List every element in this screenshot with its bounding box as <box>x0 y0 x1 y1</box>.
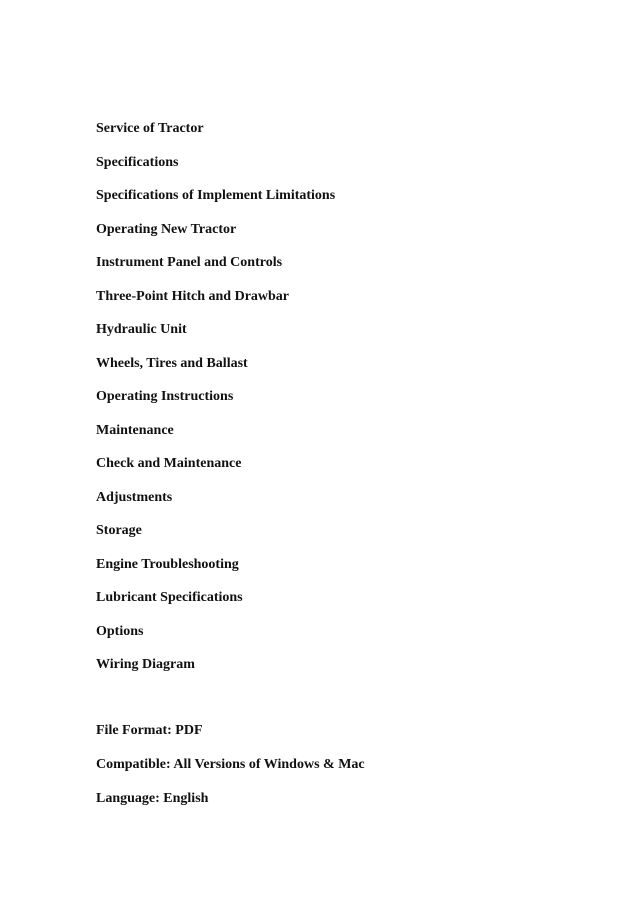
contents-item: Operating New Tractor <box>96 221 237 237</box>
contents-item: Specifications of Implement Limitations <box>96 188 336 203</box>
contents-item: Service of Tractor <box>96 121 204 136</box>
contents-item: Maintenance <box>96 422 174 438</box>
language-text: Language: English <box>96 791 209 806</box>
contents-item: Hydraulic Unit <box>96 322 187 337</box>
contents-item: Wiring Diagram <box>96 657 195 672</box>
contents-item: Specifications <box>96 154 179 170</box>
contents-item: Storage <box>96 523 142 538</box>
contents-item: Lubricant Specifications <box>96 590 243 605</box>
compatibility-text: Compatible: All Versions of Windows & Mac <box>96 757 365 772</box>
contents-list <box>96 120 335 690</box>
contents-item: Operating Instructions <box>96 389 234 404</box>
contents-item: Options <box>96 623 144 639</box>
contents-item: Instrument Panel and Controls <box>96 255 283 270</box>
file-info-list <box>96 722 365 824</box>
file-format-text: File Format: PDF <box>96 723 203 738</box>
contents-item: Adjustments <box>96 489 173 505</box>
contents-item: Check and Maintenance <box>96 456 242 471</box>
contents-item: Three-Point Hitch and Drawbar <box>96 288 290 304</box>
contents-item: Wheels, Tires and Ballast <box>96 355 248 371</box>
contents-item: Engine Troubleshooting <box>96 556 239 572</box>
